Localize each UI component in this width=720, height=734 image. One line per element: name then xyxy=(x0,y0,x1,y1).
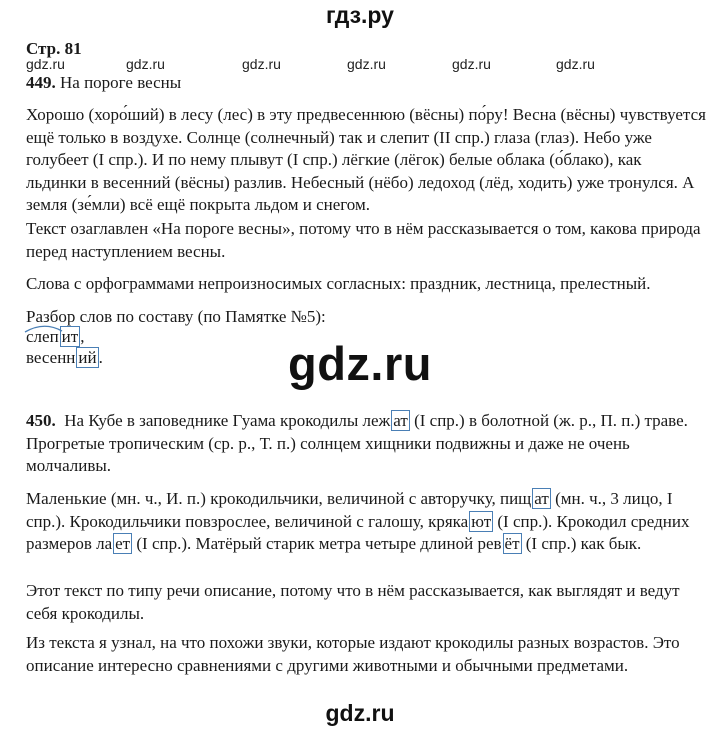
watermark: gdz.ru xyxy=(126,56,165,72)
ex450-paragraph-4: Из текста я узнал, на что похожи звуки, которые издают крокодилы разных возрастов. Это описание интересно сравнениями с другими животными и обычными предметами. xyxy=(26,633,680,675)
watermark: gdz.ru xyxy=(556,56,595,72)
word-tail: , xyxy=(80,327,85,346)
page-label: Стр. 81 xyxy=(26,39,82,58)
site-title: гдз.ру xyxy=(326,2,394,28)
root-arc-icon xyxy=(24,323,64,333)
exercise-number: 449. xyxy=(26,73,56,92)
ex449-paragraph-2: Текст озаглавлен «На пороге весны», потому что в нём рассказывается о том, какова природа перед наступлением весны. xyxy=(26,219,701,261)
exercise-449-heading xyxy=(26,73,181,93)
text-run: (мн. ч., 3 лицо, I спр.). Крокодильчики повзрослее, величиной с галошу, кряка xyxy=(26,489,673,531)
watermark: gdz.ru xyxy=(242,56,281,72)
bottom-watermark: gdz.ru xyxy=(325,700,395,726)
exercise-number: 450. xyxy=(26,411,56,430)
ex450-paragraph-3: Этот текст по типу речи описание, потому что в нём рассказывается, как выглядят и ведут себя крокодилы. xyxy=(26,581,680,623)
text-run: На Кубе в заповеднике Гуама крокодилы леж xyxy=(64,411,391,430)
word-tail: . xyxy=(98,348,103,367)
verb-ending: ат xyxy=(393,411,408,430)
verb-ending: ют xyxy=(471,511,492,531)
text-run: (I спр.) в болотной (ж. р., П. п.) траве. Прогретые тропическим (ср. р., Т. п.) солнцем хищники подвижны и даже не очень молчаливы. xyxy=(26,411,688,475)
big-watermark: gdz.ru xyxy=(288,337,432,390)
ex449-paragraph-3: Слова с орфограммами непроизносимых согласных: праздник, лестница, прелестный. xyxy=(26,274,651,293)
word-stem: весенн xyxy=(26,348,76,367)
ex450-paragraph-1 xyxy=(26,410,706,478)
text-run: (I спр.). Крокодил средних размеров ла xyxy=(26,511,690,553)
watermark-row xyxy=(0,56,720,74)
text-run: (I спр.) как бык. xyxy=(521,534,642,553)
watermark: gdz.ru xyxy=(452,56,491,72)
word-ending: ит xyxy=(61,327,79,346)
watermark: gdz.ru xyxy=(347,56,386,72)
text-run: Маленькие (мн. ч., И. п.) крокодильчики, величиной с авторучку, пищ xyxy=(26,489,532,508)
verb-ending: ат xyxy=(534,489,549,508)
watermark: gdz.ru xyxy=(26,56,65,72)
ex449-paragraph-4: Разбор слов по составу (по Памятке №5): xyxy=(26,307,326,326)
ex450-paragraph-2 xyxy=(26,488,706,556)
verb-ending: ёт xyxy=(504,534,520,553)
exercise-title: На пороге весны xyxy=(60,73,182,92)
ex449-paragraph-1: Хорошо (хоро́ший) в лесу (лес) в эту предвесеннюю (вёсны) по́ру! Весна (вёсны) чувствуется ещё только в воздухе. Солнце (солнечный) так и слепит (II спр.) глаза (глаз). Небо уже голубеет (I спр.). И по нему плывут (I спр.) лёгкие (лёгок) белые облака (о́блако), как льдинки в весенний (вёсны) разлив. Небесный (нёбо) ледоход (лёд, ходить) уже тронулся. А земля (зе́мли) всё ещё покрыта льдом и снегом. xyxy=(26,105,706,214)
verb-ending: ет xyxy=(115,534,131,553)
word-stem: слеп xyxy=(26,327,59,346)
word-ending: ий xyxy=(78,348,97,367)
text-run: (I спр.). Матёрый старик метра четыре длиной рев xyxy=(132,534,502,553)
